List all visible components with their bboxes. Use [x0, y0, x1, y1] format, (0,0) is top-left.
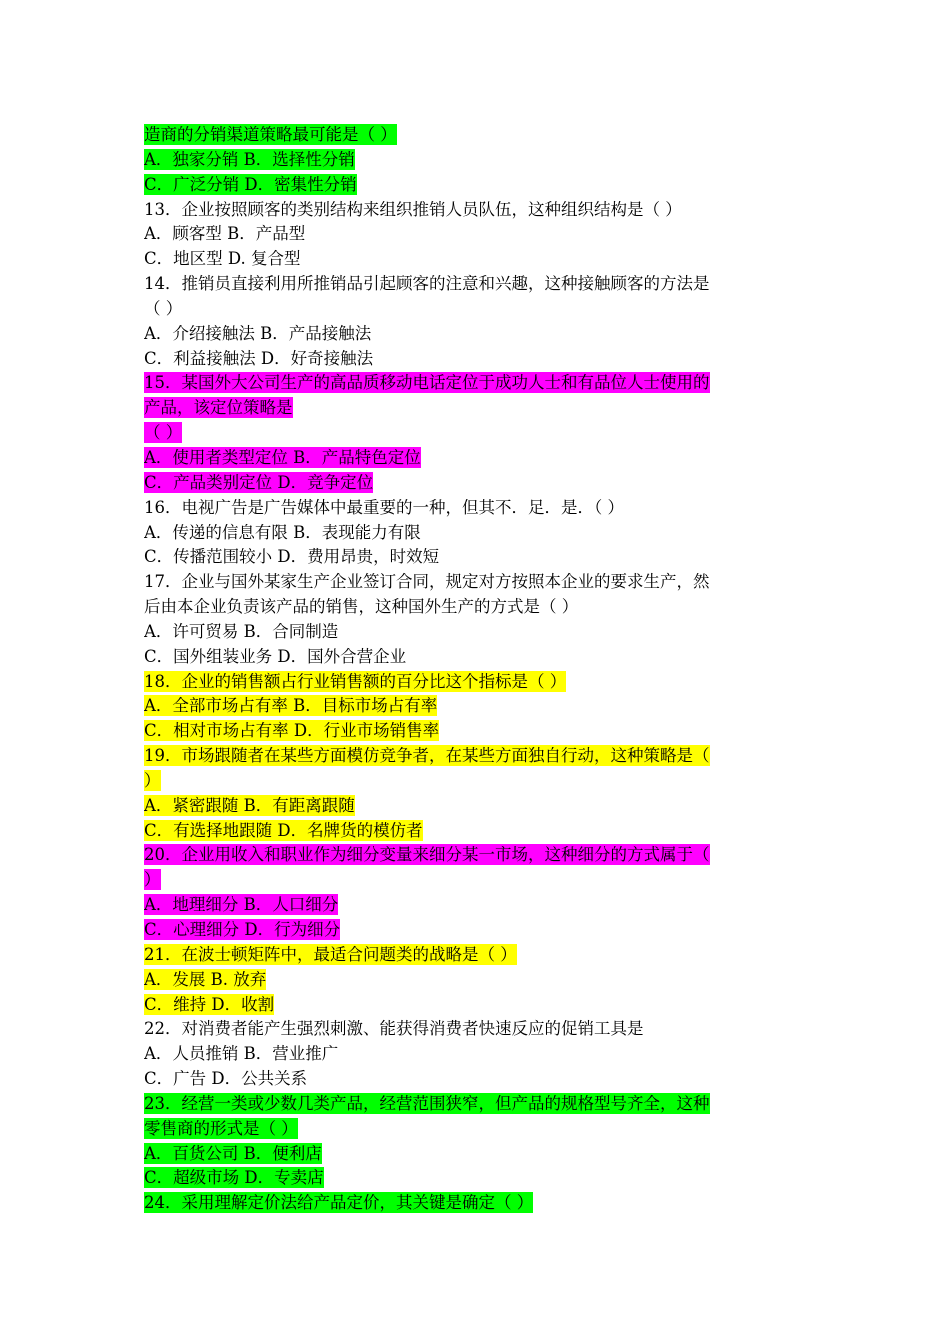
text-line [144, 570, 809, 595]
line-text: 18．企业的销售额占行业销售额的百分比这个指标是（ ） [144, 671, 567, 691]
text-line [144, 521, 809, 546]
line-text: A．地理细分 B．人口细分 [144, 895, 339, 915]
line-text: ） [144, 870, 161, 890]
highlighted-text-line [144, 918, 809, 943]
highlighted-text-line [144, 173, 809, 198]
text-line [144, 1042, 809, 1067]
highlighted-text-line [144, 1166, 809, 1191]
line-text: A．人员推销 B．营业推广 [144, 1044, 339, 1064]
highlighted-text-line [144, 371, 809, 396]
highlighted-text-line [144, 446, 809, 471]
line-text: A．使用者类型定位 B．产品特色定位 [144, 447, 421, 467]
highlighted-text-line [144, 819, 809, 844]
line-text: A．百货公司 B．便利店 [144, 1143, 322, 1163]
highlighted-text-line [144, 968, 809, 993]
text-line [144, 222, 809, 247]
line-text: 15．某国外大公司生产的高品质移动电话定位于成功人士和有品位人士使用的 [144, 373, 710, 393]
highlighted-text-line [144, 421, 809, 446]
highlighted-text-line [144, 769, 809, 794]
text-line [144, 645, 809, 670]
text-line [144, 496, 809, 521]
line-text: 14．推销员直接利用所推销品引起顾客的注意和兴趣，这种接触顾客的方法是 [144, 274, 710, 294]
line-text: A．独家分销 B．选择性分销 [144, 149, 355, 169]
highlighted-text-line [144, 148, 809, 173]
line-text: C．相对市场占有率 D．行业市场销售率 [144, 721, 440, 741]
highlighted-text-line [144, 1117, 809, 1142]
text-line [144, 620, 809, 645]
line-text: 产品，该定位策略是 [144, 398, 293, 418]
line-text: 13．企业按照顾客的类别结构来组织推销人员队伍，这种组织结构是（ ） [144, 199, 682, 219]
text-line [144, 1067, 809, 1092]
line-text: A．发展 B. 放弃 [144, 969, 267, 989]
highlighted-text-line [144, 794, 809, 819]
line-text: ） [144, 770, 161, 790]
text-line [144, 545, 809, 570]
highlighted-text-line [144, 1191, 809, 1216]
text-line [144, 595, 809, 620]
highlighted-text-line [144, 1092, 809, 1117]
line-text: 19．市场跟随者在某些方面模仿竞争者，在某些方面独自行动，这种策略是（ [144, 746, 710, 766]
document-body [144, 123, 809, 1216]
line-text: 17．企业与国外某家生产企业签订合同，规定对方按照本企业的要求生产，然 [144, 572, 710, 592]
text-line [144, 272, 809, 297]
text-line [144, 1017, 809, 1042]
line-text: 造商的分销渠道策略最可能是（ ） [144, 125, 397, 144]
text-line [144, 198, 809, 223]
highlighted-text-line [144, 1142, 809, 1167]
text-line [144, 297, 809, 322]
line-text: C．利益接触法 D．好奇接触法 [144, 348, 374, 368]
line-text: A．顾客型 B．产品型 [144, 224, 306, 244]
line-text: 24．采用理解定价法给产品定价，其关键是确定（ ） [144, 1193, 534, 1213]
highlighted-text-line [144, 670, 809, 695]
line-text: C．心理细分 D．行为细分 [144, 920, 341, 939]
line-text: A．介绍接触法 B．产品接触法 [144, 323, 372, 343]
highlighted-text-line [144, 993, 809, 1018]
line-text: C．广告 D．公共关系 [144, 1069, 308, 1089]
line-text: 零售商的形式是（ ） [144, 1118, 298, 1138]
line-text: C．广泛分销 D．密集性分销 [144, 174, 357, 194]
line-text: C．产品类别定位 D．竞争定位 [144, 472, 374, 492]
highlighted-text-line [144, 893, 809, 918]
line-text: C．超级市场 D．专卖店 [144, 1168, 324, 1188]
line-text: C．国外组装业务 D．国外合营企业 [144, 646, 407, 666]
highlighted-text-line [144, 123, 809, 148]
text-line [144, 247, 809, 272]
line-text: A．全部市场占有率 B．目标市场占有率 [144, 696, 438, 716]
line-text: 23．经营一类或少数几类产品，经营范围狭窄，但产品的规格型号齐全，这种 [144, 1093, 710, 1113]
highlighted-text-line [144, 694, 809, 719]
line-text: A．传递的信息有限 B．表现能力有限 [144, 522, 421, 542]
line-text: C．有选择地跟随 D．名牌货的模仿者 [144, 820, 423, 840]
highlighted-text-line [144, 744, 809, 769]
line-text: C．维持 D．收割 [144, 994, 275, 1014]
text-line [144, 322, 809, 347]
highlighted-text-line [144, 719, 809, 744]
line-text: A．许可贸易 B．合同制造 [144, 621, 339, 641]
line-text: 22．对消费者能产生强烈刺激、能获得消费者快速反应的促销工具是 [144, 1019, 644, 1039]
line-text: C．传播范围较小 D．费用昂贵，时效短 [144, 547, 440, 567]
highlighted-text-line [144, 943, 809, 968]
line-text: （ ） [144, 298, 183, 318]
line-text: 后由本企业负责该产品的销售，这种国外生产的方式是（ ） [144, 597, 579, 617]
highlighted-text-line [144, 843, 809, 868]
line-text: 21．在波士顿矩阵中，最适合问题类的战略是（ ） [144, 944, 517, 964]
line-text: （ ） [144, 423, 183, 443]
highlighted-text-line [144, 471, 809, 496]
highlighted-text-line [144, 396, 809, 421]
highlighted-text-line [144, 868, 809, 893]
text-line [144, 347, 809, 372]
line-text: 20．企业用收入和职业作为细分变量来细分某一市场，这种细分的方式属于（ [144, 845, 710, 865]
line-text: C．地区型 D. 复合型 [144, 249, 301, 269]
line-text: A．紧密跟随 B．有距离跟随 [144, 795, 355, 815]
line-text: 16．电视广告是广告媒体中最重要的一种，但其不．足．是．（ ） [144, 497, 624, 517]
